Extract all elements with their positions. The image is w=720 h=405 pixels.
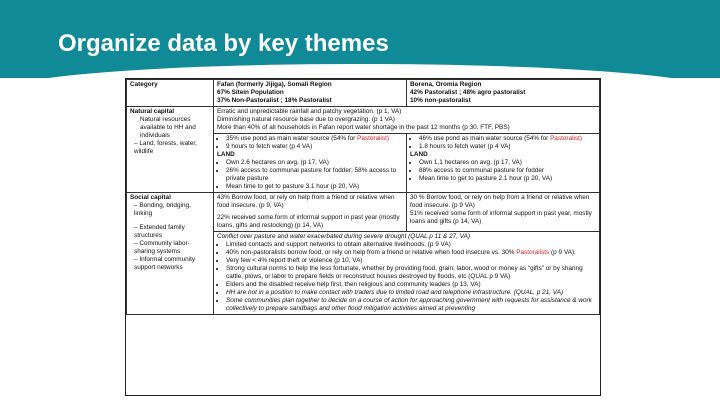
slide-title: Organize data by key themes xyxy=(58,30,389,57)
table-header-row xyxy=(127,80,600,107)
natural-line-1: Erratic and unpredictable rainfall and patchy vegetation. (p 1, VA) xyxy=(217,108,402,115)
social-fafan-line-1: 43% Borrow food, or rely on help from a friend or relative when food insecure. (p 9, VA) xyxy=(217,194,395,209)
list-item: • Very few < 4% report theft or violence (p 10, VA) xyxy=(226,257,596,265)
list-item: • 40% non-pastoralists borrow food, or rely on help from a friend or relative when food insecure vs. 30% Pastoralists (p 9 VA). xyxy=(226,249,596,257)
list-item: • Elders and the disabled receive help first, then religious and community leaders (p 13, VA) xyxy=(226,281,596,289)
list-item: • Mean time to get to pasture 3.1 hour (p 20, VA) xyxy=(226,183,403,191)
list-item: • Own 1.1 hectares on avg. (p 17, VA) xyxy=(419,159,596,167)
region2-line-2: 10% non-pastoralist xyxy=(410,97,471,104)
social-borena-cell xyxy=(407,193,600,232)
social-sub-1: – Bonding, bridging, linking xyxy=(134,202,191,217)
list-item: • 88% access to communal pasture for fodder xyxy=(419,167,596,175)
list-item: • 1.8 hours to fetch water (p 4 VA) xyxy=(419,143,596,151)
natural-category-cell xyxy=(127,107,214,193)
natural-sub-1: Natural resources available to HH and individuals xyxy=(140,116,196,139)
social-sub-2: – Extended family structures xyxy=(134,224,185,239)
header-region2 xyxy=(407,80,600,107)
region2-line-1: 42% Pastoralist ; 48% agro pastoralist xyxy=(410,89,526,96)
land-label: LAND xyxy=(410,151,428,158)
natural-title: Natural capital xyxy=(130,108,175,115)
region1-title: Fafan (formerly Jijiga), Somali Region xyxy=(217,81,332,88)
list-item: • Strong cultural norms to help the less fortunate, whether by providing food, grain, labor, wood or money as “gifts” or by sharing cattle, plows, or labor to prepare fields or reconstruct houses destroyed by floods, etc (QUAL p 9 VA) xyxy=(226,265,596,281)
list-item: • 9 hours to fetch water (p 4 VA) xyxy=(226,143,403,151)
list-item: • HH are not in a position to make contact with traders due to limited road and telephone infrastructure. (QUAL, p 21, VA) xyxy=(226,289,596,297)
list-item: • 46% use pond as main water source (54% for Pastoralist) xyxy=(419,135,596,143)
region1-line-1: 67% Sitein Population xyxy=(217,89,284,96)
list-item: • 26% access to communal pasture for fodder; 58% access to private pasture xyxy=(226,167,403,183)
list-item: • Some communities plan together to decide on a course of action for approaching government with requests for assistance & work collectively to prepare sandbags and other flood mitigation activities aimed at preventing xyxy=(226,297,596,313)
social-category-cell xyxy=(127,193,214,315)
natural-intro-cell xyxy=(214,107,600,134)
social-fafan-line-2: 22% received some form of informal support in past year (mostly loans, gifts and restocking) (p 14, VA) xyxy=(217,214,400,229)
list-item: • Own 2.6 hectares on avg. (p 17, VA) xyxy=(226,159,403,167)
region1-line-2: 37% Non-Pastoralist ; 18% Pastoralist xyxy=(217,97,332,104)
header-category: Category xyxy=(127,80,214,107)
social-fafan-cell xyxy=(214,193,407,232)
themes-table xyxy=(126,79,600,315)
social-row xyxy=(127,193,600,232)
land-label: LAND xyxy=(217,151,235,158)
social-borena-line-1: 30 % Borrow food, or rely on help from a friend or relative when food insecure. (p 9 VA) xyxy=(410,194,590,209)
social-full-intro: Conflict over pasture and water exacerbated during severe drought (QUAL p 11 & 27, VA) xyxy=(217,233,471,240)
natural-borena-cell xyxy=(407,134,600,193)
natural-line-2: Diminishing natural resource base due to overgrazing. (p 1 VA) xyxy=(217,116,395,123)
list-item: • Limited contacts and support networks to obtain alternative livelihoods. (p 9 VA) xyxy=(226,241,596,249)
social-full-cell xyxy=(214,232,600,315)
natural-sub-2: – Land, forests, water, wildlife xyxy=(134,140,197,155)
social-borena-line-2: 51% received some form of informal support in past year, mostly loans and gifts (p 14, VA) xyxy=(410,210,592,225)
natural-fafan-cell xyxy=(214,134,407,193)
header-region1 xyxy=(214,80,407,107)
region2-title: Borena, Oromia Region xyxy=(410,81,482,88)
natural-intro-row xyxy=(127,107,600,134)
social-title: Social capital xyxy=(130,194,171,201)
list-item: • Mean time to get to pasture 2.1 hour (p 20, VA) xyxy=(419,175,596,183)
social-sub-3: – Community labor-sharing systems xyxy=(134,240,190,255)
natural-line-3: More than 40% of all households in Fafan report water shortage in the past 12 months (p 30, FTF, PBS) xyxy=(217,124,510,131)
data-table-image xyxy=(125,78,601,396)
list-item: • 35% use pond as main water source (54% for Pastoralist) xyxy=(226,135,403,143)
social-sub-4: – Informal community support networks xyxy=(134,256,196,271)
